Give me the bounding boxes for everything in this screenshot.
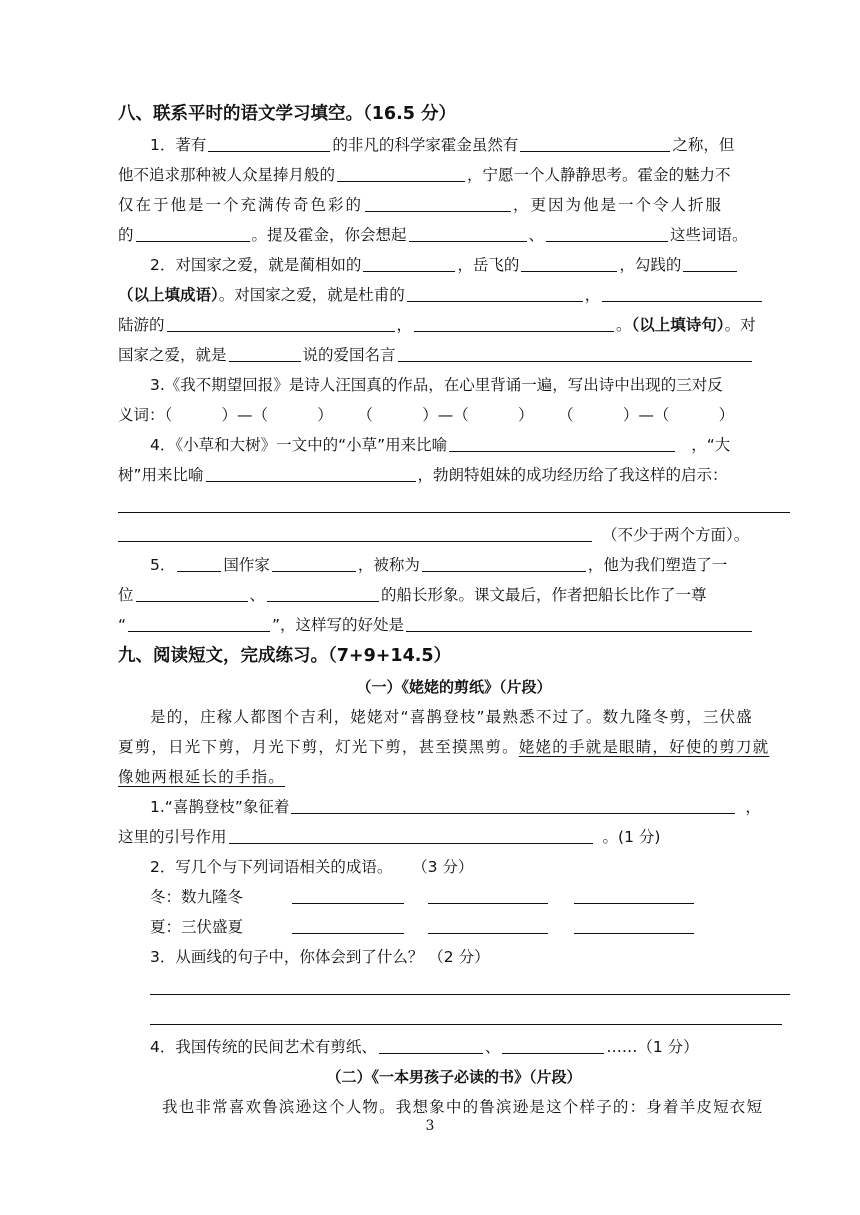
answer-blank[interactable] <box>407 283 583 302</box>
passage1-line2 <box>118 732 790 762</box>
text: 的船长形象。课文最后，作者把船长比作了一尊 <box>381 586 707 604</box>
instruction: （以上填成语） <box>118 286 219 304</box>
text: ，勃朗特姐妹的成功经历给了我这样的启示： <box>417 466 728 484</box>
answer-blank[interactable] <box>229 343 301 362</box>
text: ，“大 <box>691 436 731 454</box>
answer-blank[interactable] <box>291 795 735 814</box>
text: ，岳飞的 <box>457 256 520 274</box>
text: 的 <box>118 226 134 244</box>
answer-blank[interactable] <box>365 193 511 212</box>
text: 2．对国家之爱，就是蔺相如的 <box>150 256 362 274</box>
text: ，宁愿一个人静静思考。霍金的魅力不 <box>467 166 731 184</box>
answer-blank[interactable] <box>337 163 465 182</box>
passage1-line1: 是的，庄稼人都图个吉利，姥姥对“喜鹊登枝”最熟悉不过了。数九隆冬剪，三伏盛 <box>150 708 753 726</box>
text: ，勾践的 <box>619 256 682 274</box>
q1-line1 <box>118 130 790 160</box>
text: 这里的引号作用 <box>118 828 227 846</box>
text: ”，这样写的好处是 <box>272 616 405 634</box>
passage2-line1: 我也非常喜欢鲁滨逊这个人物。我想象中的鲁滨逊是这个样子的：身着羊皮短衣短 <box>162 1098 764 1116</box>
p1-q2-summer <box>118 912 790 942</box>
underlined-sentence: 姥姥的手就是眼睛，好使的剪刀就 <box>518 738 770 756</box>
passage1-line3 <box>118 762 790 792</box>
answer-blank[interactable] <box>118 523 592 542</box>
answer-blank[interactable] <box>379 1035 483 1054</box>
answer-blank[interactable] <box>428 915 548 934</box>
answer-blank[interactable] <box>292 915 404 934</box>
answer-blank[interactable] <box>177 553 221 572</box>
p1-q4 <box>118 1032 790 1062</box>
part1-title: （一）《姥姥的剪纸》（片段） <box>356 678 552 696</box>
p1-q3: 3．从画线的句子中，你体会到了什么？ （2 分） <box>150 948 490 966</box>
p1-q1-line1 <box>118 792 790 822</box>
part2-title: （二）《一本男孩子必读的书》（片段） <box>326 1068 582 1086</box>
text: 树”用来比喻 <box>118 466 204 484</box>
text: 夏：三伏盛夏 <box>150 918 244 936</box>
section-8-heading: 八、联系平时的语文学习填空。（16.5 分） <box>118 104 457 124</box>
q2-line3 <box>118 310 790 340</box>
answer-blank[interactable] <box>206 463 416 482</box>
text: ， <box>745 798 761 816</box>
q2-line1 <box>118 250 790 280</box>
answer-blank[interactable] <box>208 133 330 152</box>
text: 。对 <box>724 316 756 334</box>
text: 4．我国传统的民间艺术有剪纸、 <box>150 1038 377 1056</box>
answer-blank[interactable] <box>502 1035 604 1054</box>
answer-blank[interactable] <box>136 223 250 242</box>
text: 、 <box>249 586 266 604</box>
answer-blank[interactable] <box>406 613 752 632</box>
text: ， <box>584 286 601 304</box>
p1-q1-line2 <box>118 822 790 852</box>
q1-line2 <box>118 160 790 190</box>
answer-blank[interactable] <box>363 253 455 272</box>
answer-blank[interactable] <box>422 553 586 572</box>
q4-line4 <box>118 520 790 550</box>
text: 说的爱国名言 <box>302 346 396 364</box>
answer-blank[interactable] <box>428 885 548 904</box>
answer-blank[interactable] <box>683 253 737 272</box>
q4-line1 <box>118 430 790 460</box>
answer-blank[interactable] <box>602 283 762 302</box>
answer-blank[interactable] <box>414 313 614 332</box>
q5-line2 <box>118 580 790 610</box>
q4-line3 <box>118 490 790 520</box>
answer-blank[interactable] <box>574 915 694 934</box>
text: 冬：数九隆冬 <box>150 888 244 906</box>
answer-blank[interactable] <box>574 885 694 904</box>
text: 位 <box>118 586 134 604</box>
text: 国家之爱，就是 <box>118 346 227 364</box>
instruction: （以上填诗句） <box>631 316 725 334</box>
text: （不少于两个方面）。 <box>602 526 750 544</box>
q3-line1: 3.《我不期望回报》是诗人汪国真的作品，在心里背诵一遍，写出诗中出现的三对反 <box>150 376 723 394</box>
p1-q2: 2．写几个与下列词语相关的成语。 （3 分） <box>150 858 474 876</box>
text: 仅在于他是一个充满传奇色彩的 <box>118 196 364 214</box>
text: 5． <box>150 556 176 574</box>
text: 这些词语。 <box>670 226 748 244</box>
text: 。对国家之爱，就是杜甫的 <box>218 286 405 304</box>
q1-line3 <box>118 190 790 220</box>
text: 陆游的 <box>118 316 165 334</box>
text: 国作家 <box>223 556 270 574</box>
text: 。(1 分) <box>602 828 661 846</box>
text: ……（1 分） <box>606 1038 699 1056</box>
text: 。提及霍金，你会想起 <box>251 226 407 244</box>
page-number: 3 <box>425 1118 435 1134</box>
q4-line2 <box>118 460 790 490</box>
answer-line[interactable] <box>118 490 790 513</box>
answer-blank[interactable] <box>128 613 270 632</box>
text: 的非凡的科学家霍金虽然有 <box>332 136 519 154</box>
text: ，他为我们塑造了一 <box>587 556 728 574</box>
q1-line4 <box>118 220 790 250</box>
answer-blank[interactable] <box>272 553 356 572</box>
answer-blank[interactable] <box>520 133 670 152</box>
q2-line4 <box>118 340 790 370</box>
text: 4．《小草和大树》一文中的“小草”用来比喻 <box>150 436 448 454</box>
text: ， <box>396 316 413 334</box>
text: “ <box>118 616 127 634</box>
answer-blank[interactable] <box>167 313 395 332</box>
answer-line[interactable] <box>150 1002 782 1025</box>
underlined-sentence: 像她两根延长的手指。 <box>118 768 286 786</box>
q5-line3 <box>118 610 790 640</box>
text: 夏剪，日光下剪，月光下剪，灯光下剪，甚至摸黑剪。 <box>118 738 519 756</box>
answer-blank[interactable] <box>229 825 593 844</box>
worksheet-page <box>118 98 790 1122</box>
text: 之称，但 <box>672 136 735 154</box>
text: 1.“喜鹊登枝”象征着 <box>150 798 290 816</box>
q5-line1 <box>118 550 790 580</box>
p1-q3-answer2 <box>118 1002 790 1032</box>
answer-blank[interactable] <box>136 583 248 602</box>
text: ，更因为他是一个令人折服 <box>513 196 724 214</box>
text: 、 <box>484 1038 501 1056</box>
answer-blank[interactable] <box>267 583 379 602</box>
text: 1．著有 <box>150 136 207 154</box>
answer-blank[interactable] <box>409 223 527 242</box>
q3-line2: 义词：（ ）—（ ） （ ）—（ ） （ ）—（ ） <box>118 406 735 424</box>
answer-blank[interactable] <box>292 885 404 904</box>
text: 。 <box>616 316 632 334</box>
answer-blank[interactable] <box>521 253 617 272</box>
answer-blank[interactable] <box>449 433 675 452</box>
section-9-heading: 九、阅读短文，完成练习。（7+9+14.5） <box>118 646 452 666</box>
p1-q2-winter <box>118 882 790 912</box>
q2-line2 <box>118 280 790 310</box>
answer-blank[interactable] <box>398 343 752 362</box>
answer-line[interactable] <box>150 972 790 995</box>
answer-blank[interactable] <box>546 223 668 242</box>
p1-q3-answer1 <box>118 972 790 1002</box>
text: ，被称为 <box>357 556 420 574</box>
text: 、 <box>528 226 545 244</box>
text: 他不追求那种被人众星捧月般的 <box>118 166 336 184</box>
